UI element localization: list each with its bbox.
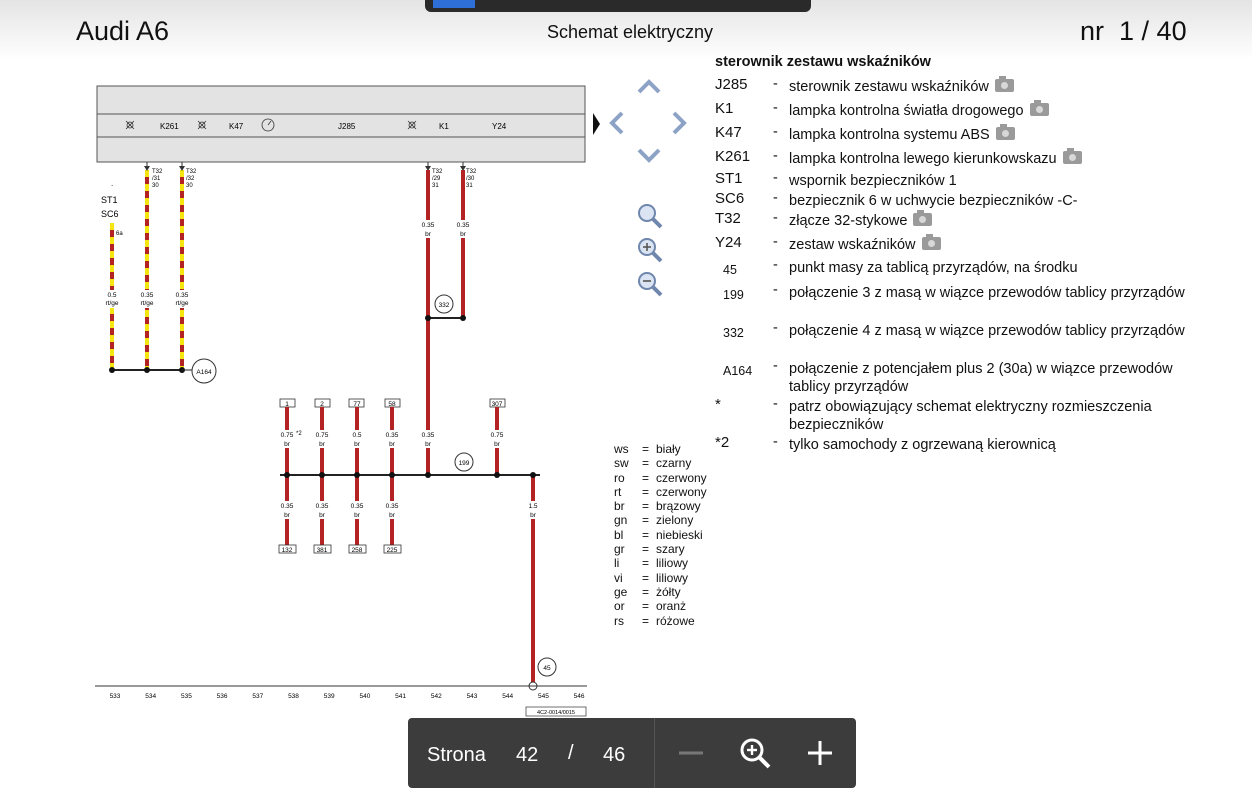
legend-desc-text: lampka kontrolna lewego kierunkowskazu <box>789 151 1057 167</box>
camera-icon[interactable] <box>1063 151 1082 164</box>
current-page[interactable]: 42 <box>516 744 539 766</box>
legend-desc <box>789 236 1209 254</box>
equals-sign: = <box>642 513 650 528</box>
zoom-out-icon[interactable] <box>636 270 664 298</box>
color-name: szary <box>656 542 685 557</box>
legend-title: sterownik zestawu wskaźników <box>715 54 931 70</box>
pin-label: /30 <box>466 176 475 182</box>
equals-sign: = <box>642 442 650 456</box>
pin-label: /29 <box>432 176 441 182</box>
legend-code: Y24 <box>715 234 742 251</box>
zoom-in-button[interactable] <box>800 733 840 773</box>
lamp-icon <box>408 121 416 129</box>
page-prefix: nr <box>1080 16 1105 46</box>
legend-code: 45 <box>723 263 737 277</box>
color-code: rt <box>614 484 622 499</box>
box-label-k1: K1 <box>439 122 449 131</box>
component-legend <box>715 54 1215 453</box>
color-name: liliowy <box>656 556 689 571</box>
wire-size: 0.35 <box>175 292 189 299</box>
document-title: Schemat elektryczny <box>547 22 714 42</box>
wire-color: rt/ge <box>105 300 119 307</box>
scale-label: 544 <box>502 693 514 700</box>
legend-code: SC6 <box>715 190 745 207</box>
wire-size: 0.35 <box>280 503 294 510</box>
wire-size: 0.35 <box>421 432 435 439</box>
pin-label: 30 <box>186 183 193 189</box>
color-code: rs <box>614 613 624 628</box>
color-code: gr <box>614 542 625 557</box>
wire-color: br <box>460 231 466 238</box>
equals-sign: = <box>642 527 650 542</box>
color-code: vi <box>614 570 623 585</box>
ref-box: 132 <box>281 547 293 554</box>
ref-box: 258 <box>351 547 363 554</box>
wire-size: 0.35 <box>421 222 435 229</box>
wire-size: 0.75 <box>280 432 294 439</box>
legend-dash: - <box>773 234 778 250</box>
camera-icon[interactable] <box>922 237 941 250</box>
lamp-icon <box>198 121 206 129</box>
legend-code: 199 <box>723 288 744 302</box>
color-name: czerwony <box>656 470 707 485</box>
pan-down-icon[interactable] <box>636 146 662 164</box>
color-name: zielony <box>656 513 694 528</box>
pin-label: /31 <box>152 176 161 182</box>
camera-icon[interactable] <box>996 127 1015 140</box>
legend-desc-text: połączenie 3 z masą w wiązce przewodów tablicy przyrządów <box>789 285 1185 301</box>
wire-size: 0.5 <box>107 292 117 299</box>
wire-color: br <box>425 441 431 448</box>
equals-sign: = <box>642 470 650 485</box>
color-name: czerwony <box>656 484 707 499</box>
pin-label: T32 <box>152 169 163 175</box>
box-label-k261: K261 <box>160 122 179 131</box>
scale-label: 539 <box>323 693 335 700</box>
pin-label: T32 <box>186 169 197 175</box>
lamp-icon <box>126 121 134 129</box>
scale-label: 543 <box>466 693 478 700</box>
car-model-title: Audi A6 <box>76 16 170 46</box>
legend-desc <box>789 284 1209 302</box>
wire-color: rt/ge <box>140 300 154 307</box>
legend-dash: - <box>773 170 778 186</box>
node-label: 45 <box>543 665 551 672</box>
legend-desc <box>789 192 1209 210</box>
box-label-k47: K47 <box>229 122 244 131</box>
camera-icon[interactable] <box>995 79 1014 92</box>
legend-desc-text: lampka kontrolna światła drogowego <box>789 103 1024 119</box>
scale-label: 537 <box>252 693 264 700</box>
legend-desc-text: połączenie 4 z masą w wiązce przewodów tablicy przyrządów <box>789 323 1185 339</box>
legend-code: * <box>715 396 721 413</box>
legend-desc-text: zestaw wskaźników <box>789 237 916 253</box>
scale-label: 538 <box>288 693 299 700</box>
color-name: czarny <box>656 456 692 471</box>
color-code: sw <box>614 456 629 471</box>
equals-sign: = <box>642 613 650 628</box>
wiring-diagram <box>0 0 600 720</box>
fuse-label: SC6 <box>101 209 119 219</box>
wire-color: br <box>425 231 431 238</box>
node-label: 332 <box>438 302 450 309</box>
legend-desc <box>789 322 1209 340</box>
color-code: ro <box>614 470 625 485</box>
legend-dash: - <box>773 282 778 298</box>
wire-color: br <box>284 441 290 448</box>
scale <box>110 693 585 700</box>
color-code: ws <box>614 442 629 456</box>
equals-sign: = <box>642 484 650 499</box>
color-name: niebieski <box>656 527 703 542</box>
legend-dash: - <box>773 76 778 92</box>
legend-desc <box>789 150 1209 168</box>
color-code: li <box>614 556 620 571</box>
pan-up-icon[interactable] <box>636 78 662 96</box>
color-code: or <box>614 599 625 614</box>
legend-desc-text: bezpiecznik 6 w uchwycie bezpieczników -C- <box>789 193 1078 209</box>
camera-icon[interactable] <box>913 213 932 226</box>
color-name: różowe <box>656 613 695 628</box>
wire-color: br <box>319 441 325 448</box>
scale-label: 535 <box>180 693 192 700</box>
zoom-out-button[interactable] <box>671 733 711 773</box>
page-pointer-icon <box>593 113 600 135</box>
scale-label: 533 <box>109 693 121 700</box>
box-label-j285: J285 <box>338 122 356 131</box>
legend-code: T32 <box>715 210 741 227</box>
equals-sign: = <box>642 599 650 614</box>
scale-label: 534 <box>145 693 157 700</box>
footnote-mark: *2 <box>296 431 302 437</box>
ref-box: 77 <box>353 401 361 408</box>
wire-size: 0.75 <box>490 432 504 439</box>
equals-sign: = <box>642 499 650 514</box>
wire-size: 0.35 <box>385 503 399 510</box>
legend-desc-text: połączenie z potencjałem plus 2 (30a) w wiązce przewodów tablicy przyrządów <box>789 361 1173 395</box>
wire-color: br <box>284 512 290 519</box>
color-name: oranż <box>656 599 687 614</box>
camera-icon[interactable] <box>1030 103 1049 116</box>
pin-label: 30 <box>152 183 159 189</box>
page-label: Strona <box>427 744 486 766</box>
ref-box: 225 <box>386 547 398 554</box>
ref-box: 2 <box>320 401 324 408</box>
legend-desc <box>789 126 1209 144</box>
scale-label: 540 <box>359 693 371 700</box>
legend-code: K261 <box>715 148 751 165</box>
fuse-pin-label: 6a <box>116 231 123 237</box>
zoom-reset-button[interactable] <box>735 733 775 773</box>
color-name: biały <box>656 442 681 456</box>
scale-label: 546 <box>573 693 585 700</box>
pin-label: 31 <box>466 183 473 189</box>
page-indicator <box>1080 16 1187 47</box>
legend-desc <box>789 78 1209 96</box>
legend-desc <box>789 102 1209 120</box>
node-label: 199 <box>458 460 470 467</box>
fuse-holder-label: ST1 <box>101 195 118 205</box>
legend-desc <box>789 436 1209 454</box>
legend-dash: - <box>773 124 778 140</box>
color-name: żółty <box>656 584 681 599</box>
legend-desc-text: tylko samochody z ogrzewaną kierownicą <box>789 437 1056 453</box>
legend-code: K47 <box>715 124 742 141</box>
zoom-in-icon[interactable] <box>636 236 664 264</box>
legend-code: *2 <box>715 434 730 451</box>
legend-desc-text: złącze 32-stykowe <box>789 213 908 229</box>
legend-dash: - <box>773 257 778 273</box>
legend-dash: - <box>773 210 778 226</box>
fuse-dot: . <box>111 179 114 188</box>
wire-size: 0.5 <box>352 432 362 439</box>
wire-color: br <box>530 512 536 519</box>
legend-code: J285 <box>715 76 748 93</box>
equals-sign: = <box>642 584 650 599</box>
legend-desc-text: patrz obowiązujący schemat elektryczny rozmieszczenia bezpieczników <box>789 399 1152 433</box>
box-label-y24: Y24 <box>492 122 507 131</box>
equals-sign: = <box>642 556 650 571</box>
legend-dash: - <box>773 358 778 374</box>
wire-color: br <box>389 441 395 448</box>
ref-box: 58 <box>388 401 396 408</box>
legend-desc <box>789 172 1209 190</box>
wire-size: 1.5 <box>528 503 538 510</box>
legend-dash: - <box>773 434 778 450</box>
legend-dash: - <box>773 100 778 116</box>
page-number: 1 / 40 <box>1119 16 1187 46</box>
legend-desc <box>789 360 1209 396</box>
pan-right-icon[interactable] <box>670 110 688 136</box>
scale-label: 536 <box>216 693 228 700</box>
pin-label: 31 <box>432 183 439 189</box>
color-code: bl <box>614 527 624 542</box>
color-code: br <box>614 499 625 514</box>
legend-desc <box>789 212 1209 230</box>
pin-label: T32 <box>432 169 443 175</box>
node-label: A164 <box>196 369 212 376</box>
legend-desc-text: punkt masy za tablicą przyrządów, na środku <box>789 260 1078 276</box>
scale-label: 542 <box>430 693 442 700</box>
page-separator: / <box>568 742 574 764</box>
ref-box: 1 <box>285 401 289 408</box>
pin-label: T32 <box>466 169 477 175</box>
scale-label: 545 <box>537 693 549 700</box>
wire-color: rt/ge <box>175 300 189 307</box>
legend-dash: - <box>773 190 778 206</box>
divider <box>654 718 655 788</box>
wire-color: br <box>354 441 360 448</box>
color-name: liliowy <box>656 570 689 585</box>
pan-left-icon[interactable] <box>608 110 626 136</box>
wire-color: br <box>389 512 395 519</box>
legend-desc <box>789 259 1209 277</box>
doc-code: 4C2-0014/0015 <box>537 710 575 716</box>
wire-size: 0.75 <box>315 432 329 439</box>
scale-label: 541 <box>395 693 407 700</box>
wire-color: br <box>354 512 360 519</box>
wire-size: 0.35 <box>350 503 364 510</box>
wire-size: 0.35 <box>140 292 154 299</box>
page-navigator <box>408 718 856 788</box>
pin-label: /32 <box>186 176 195 182</box>
ref-box: 381 <box>316 547 328 554</box>
color-name: brązowy <box>656 499 701 514</box>
total-pages: 46 <box>603 744 626 766</box>
equals-sign: = <box>642 570 650 585</box>
legend-dash: - <box>773 320 778 336</box>
legend-desc <box>789 398 1209 434</box>
legend-dash: - <box>773 396 778 412</box>
wire-color: br <box>319 512 325 519</box>
wire-size: 0.35 <box>456 222 470 229</box>
legend-code: 332 <box>723 326 744 340</box>
wire-color: br <box>494 441 500 448</box>
color-code: gn <box>614 513 628 528</box>
legend-dash: - <box>773 148 778 164</box>
ref-box: 307 <box>491 401 503 408</box>
zoom-fit-icon[interactable] <box>636 202 664 230</box>
color-code: ge <box>614 584 628 599</box>
equals-sign: = <box>642 542 650 557</box>
legend-code: K1 <box>715 100 734 117</box>
wire-size: 0.35 <box>385 432 399 439</box>
legend-desc-text: wspornik bezpieczników 1 <box>789 173 957 189</box>
wire-size: 0.35 <box>315 503 329 510</box>
legend-desc-text: sterownik zestawu wskaźników <box>789 79 989 95</box>
legend-code: A164 <box>723 364 753 378</box>
equals-sign: = <box>642 456 650 471</box>
legend-desc-text: lampka kontrolna systemu ABS <box>789 127 990 143</box>
legend-code: ST1 <box>715 170 743 187</box>
